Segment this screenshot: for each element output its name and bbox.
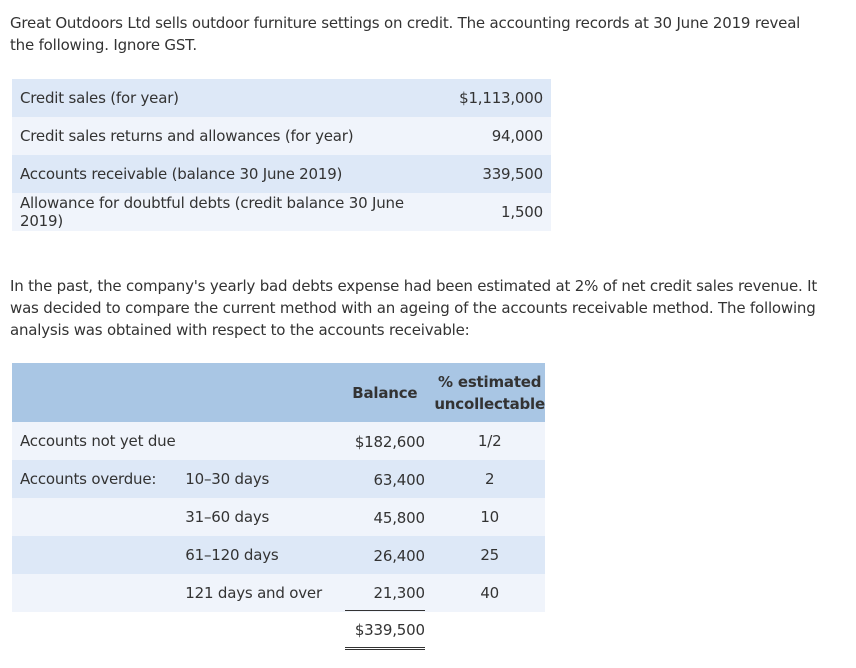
row-balance-cell	[335, 498, 434, 536]
row-balance-cell	[335, 460, 434, 498]
row-balance: 21,300	[345, 575, 425, 611]
table-row	[12, 574, 545, 612]
row-category	[12, 574, 177, 612]
total-balance: $339,500	[345, 612, 425, 650]
total-balance-cell	[335, 612, 434, 650]
row-category: Accounts not yet due	[20, 432, 176, 450]
table-row	[12, 460, 545, 498]
table-row	[12, 155, 551, 193]
row-label: Accounts receivable (balance 30 June 2019)	[20, 165, 343, 183]
summary-table	[12, 79, 551, 231]
row-balance: 26,400	[373, 546, 425, 565]
row-pct: 1/2	[477, 432, 502, 450]
row-period: 121 days and over	[185, 584, 322, 602]
row-balance-cell	[335, 536, 434, 574]
header-empty-category	[12, 363, 177, 422]
row-pct: 40	[480, 584, 499, 602]
intro-paragraph: Great Outdoors Ltd sells outdoor furniture settings on credit. The accounting records at 30 June 2019 reveal the following. Ignore GST.	[10, 14, 801, 54]
total-row	[12, 612, 545, 650]
total-empty-category	[12, 612, 177, 650]
row-category: Accounts overdue:	[20, 470, 157, 488]
row-pct: 10	[480, 508, 499, 526]
header-pct-line2: uncollectable	[434, 394, 545, 413]
row-period: 61–120 days	[185, 546, 279, 564]
table-row	[12, 422, 545, 460]
row-label: Credit sales returns and allowances (for year)	[20, 127, 354, 145]
row-amount: $1,113,000	[459, 89, 543, 107]
total-empty-period	[177, 612, 335, 650]
table-row	[12, 193, 551, 231]
row-balance-cell	[335, 574, 434, 612]
row-amount: 94,000	[491, 127, 543, 145]
row-balance-cell	[335, 422, 434, 460]
row-category	[12, 498, 177, 536]
row-period: 31–60 days	[185, 508, 270, 526]
row-label: Credit sales (for year)	[20, 89, 179, 107]
row-category	[12, 536, 177, 574]
table-header-row	[12, 363, 545, 422]
row-pct: 25	[480, 546, 499, 564]
header-pct-line1: % estimated	[438, 372, 542, 391]
total-empty-pct	[434, 612, 545, 650]
row-balance: 45,800	[373, 508, 425, 527]
row-amount: 1,500	[501, 203, 543, 221]
table-row	[12, 498, 545, 536]
header-balance: Balance	[335, 363, 434, 422]
table-row	[12, 79, 551, 117]
header-empty-period	[177, 363, 335, 422]
row-amount: 339,500	[482, 165, 543, 183]
header-pct-uncollectable	[434, 363, 545, 422]
row-label: Allowance for doubtful debts (credit balance 30 June 2019)	[20, 194, 404, 230]
row-period	[177, 422, 335, 460]
row-pct: 2	[484, 470, 495, 488]
row-period: 10–30 days	[185, 470, 270, 488]
row-balance: 63,400	[373, 470, 425, 489]
row-balance: $182,600	[354, 432, 425, 451]
table-row	[12, 117, 551, 155]
analysis-paragraph: In the past, the company's yearly bad debts expense had been estimated at 2% of net credit sales revenue. It was decided to compare the current method with an ageing of the accounts receivable method. The following analysis was obtained with respect to the accounts receivable:	[10, 277, 818, 339]
ageing-table	[12, 363, 545, 650]
table-row	[12, 536, 545, 574]
